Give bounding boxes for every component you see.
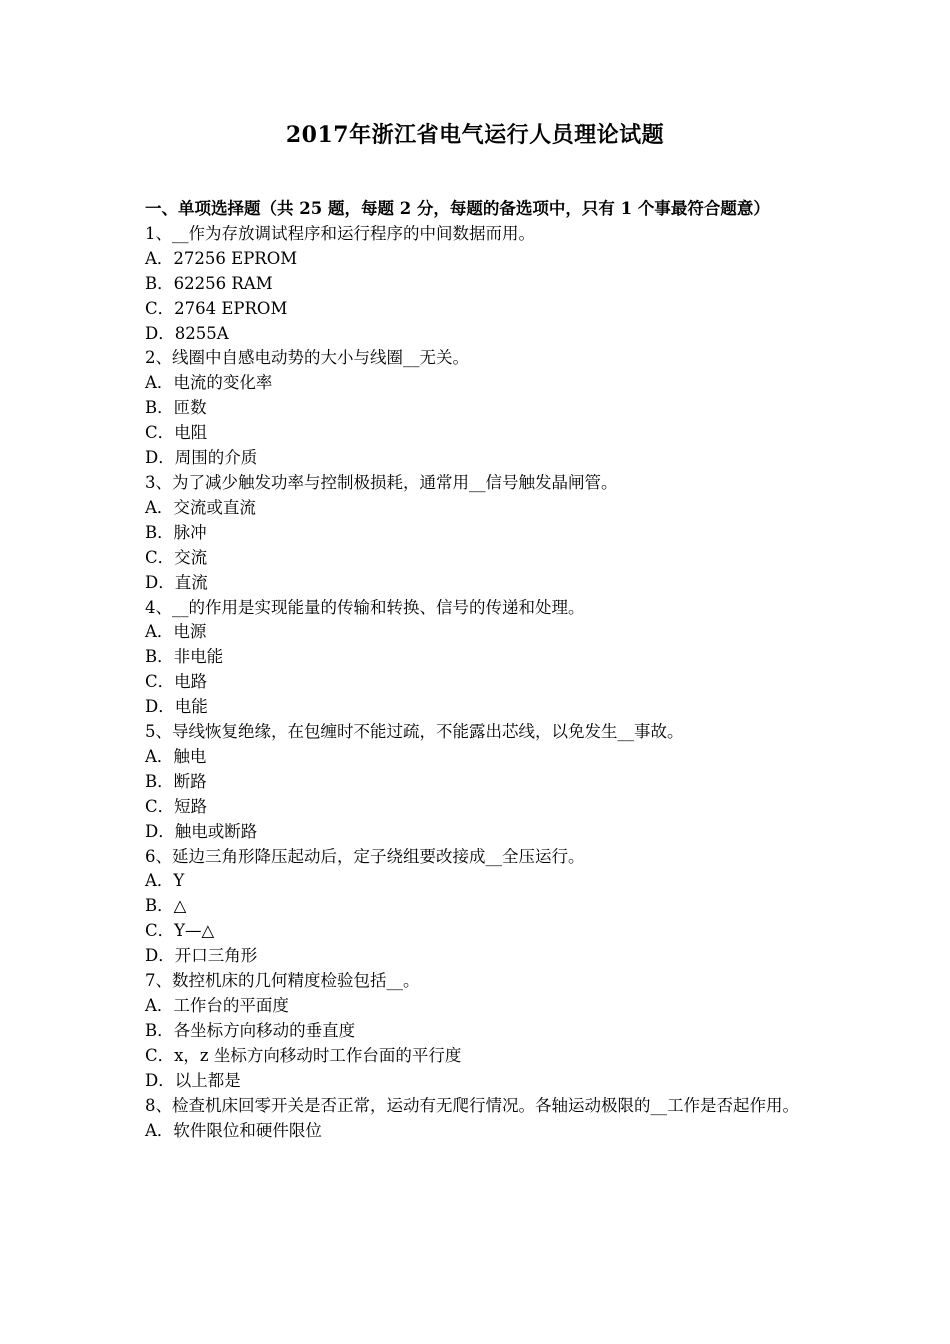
option-a: A．27256 EPROM bbox=[145, 248, 298, 268]
option-d: D．触电或断路 bbox=[145, 821, 258, 841]
option-c: C．电路 bbox=[145, 672, 208, 692]
option-c: C．交流 bbox=[145, 547, 208, 567]
question-7 bbox=[145, 969, 809, 1094]
option-c: C．2764 EPROM bbox=[145, 298, 288, 318]
question-stem: 6、延边三角形降压起动后，定子绕组要改接成__全压运行。 bbox=[145, 846, 585, 866]
question-stem: 7、数控机床的几何精度检验包括__。 bbox=[145, 971, 420, 991]
option-b: B．匝数 bbox=[145, 398, 207, 418]
question-stem: 5、导线恢复绝缘，在包缠时不能过疏，不能露出芯线，以免发生__事故。 bbox=[145, 722, 684, 742]
option-a: A．Y bbox=[145, 871, 185, 891]
question-6 bbox=[145, 845, 809, 970]
question-4 bbox=[145, 596, 809, 721]
option-b: B．62256 RAM bbox=[145, 273, 273, 293]
option-c: C．Y—△ bbox=[145, 921, 215, 941]
option-d: D．电能 bbox=[145, 697, 208, 717]
option-d: D．周围的介质 bbox=[145, 448, 258, 468]
question-stem: 1、__作为存放调试程序和运行程序的中间数据而用。 bbox=[145, 223, 535, 243]
question-stem: 3、为了减少触发功率与控制极损耗，通常用__信号触发晶闸管。 bbox=[145, 472, 618, 492]
option-b: B．△ bbox=[145, 896, 187, 916]
option-d: D．8255A bbox=[145, 323, 229, 343]
option-d: D．以上都是 bbox=[145, 1070, 241, 1090]
option-d: D．直流 bbox=[145, 572, 208, 592]
option-a: A．交流或直流 bbox=[145, 497, 256, 517]
option-c: C．电阻 bbox=[145, 423, 208, 443]
option-a: A．工作台的平面度 bbox=[145, 996, 289, 1015]
option-a: A．触电 bbox=[145, 746, 207, 766]
question-stem: 8、检查机床回零开关是否正常，运动有无爬行情况。各轴运动极限的__工作是否起作用。 bbox=[145, 1095, 799, 1115]
option-c: C．x，z 坐标方向移动时工作台面的平行度 bbox=[145, 1045, 462, 1065]
option-b: B．各坐标方向移动的垂直度 bbox=[145, 1020, 356, 1040]
question-stem: 2、线圈中自感电动势的大小与线圈__无关。 bbox=[145, 348, 469, 368]
question-1 bbox=[145, 222, 809, 347]
option-c: C．短路 bbox=[145, 796, 208, 816]
option-a: A．电流的变化率 bbox=[145, 373, 273, 393]
option-b: B．非电能 bbox=[145, 647, 224, 667]
option-d: D．开口三角形 bbox=[145, 946, 258, 966]
option-a: A．电源 bbox=[145, 622, 207, 642]
document-body bbox=[145, 197, 809, 1143]
option-a: A．软件限位和硬件限位 bbox=[145, 1120, 322, 1140]
option-b: B．断路 bbox=[145, 771, 207, 791]
question-2 bbox=[145, 346, 809, 471]
question-stem: 4、__的作用是实现能量的传输和转换、信号的传递和处理。 bbox=[145, 597, 585, 617]
question-8 bbox=[145, 1094, 809, 1144]
document-title: 2017年浙江省电气运行人员理论试题 bbox=[285, 122, 665, 148]
question-5 bbox=[145, 720, 809, 845]
section-heading: 一、单项选择题（共 25 题，每题 2 分，每题的备选项中，只有 1 个事最符合题意） bbox=[145, 199, 770, 218]
question-3 bbox=[145, 471, 809, 596]
option-b: B．脉冲 bbox=[145, 522, 207, 542]
